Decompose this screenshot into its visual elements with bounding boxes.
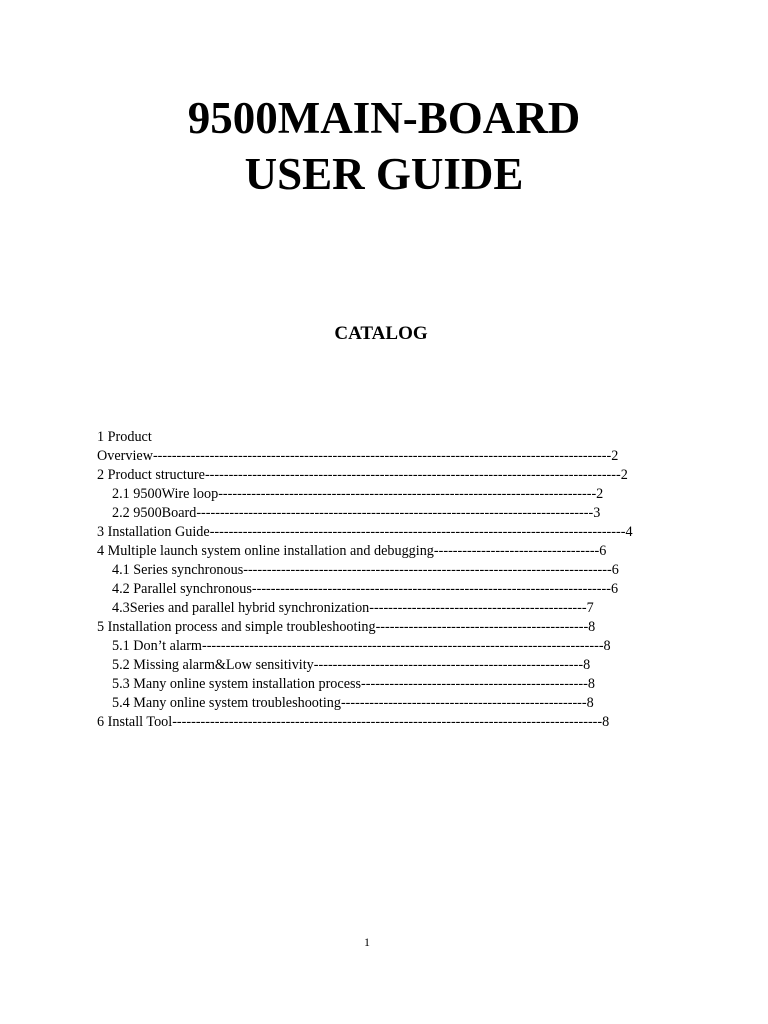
toc-entry[interactable]: 2.1 9500Wire loop--------------------------------------------------------------------------------2 (112, 486, 604, 502)
toc-entry[interactable]: 5.1 Don’t alarm-------------------------------------------------------------------------------------8 (112, 638, 611, 654)
toc-entry[interactable]: 4.1 Series synchronous------------------------------------------------------------------------------6 (112, 562, 619, 578)
toc-entry[interactable]: 6 Install Tool-------------------------------------------------------------------------------------------8 (97, 714, 610, 730)
toc-entry[interactable]: 2 Product structure----------------------------------------------------------------------------------------2 (97, 467, 628, 483)
toc-entry[interactable]: 2.2 9500Board------------------------------------------------------------------------------------3 (112, 505, 601, 521)
toc-entry[interactable]: 3 Installation Guide----------------------------------------------------------------------------------------4 (97, 524, 633, 540)
catalog-heading: CATALOG (334, 323, 428, 344)
toc-entry[interactable]: 5.2 Missing alarm&Low sensitivity---------------------------------------------------------8 (112, 657, 591, 673)
title-line-2: USER GUIDE (244, 149, 524, 199)
title-line-1: 9500MAIN-BOARD (187, 93, 581, 143)
toc-entry[interactable]: 5.3 Many online system installation process------------------------------------------------8 (112, 676, 595, 692)
table-of-contents (97, 428, 657, 732)
page-number: 1 (364, 935, 370, 949)
toc-entry[interactable]: Overview-------------------------------------------------------------------------------------------------2 (97, 448, 619, 464)
toc-entry[interactable]: 1 Product (97, 429, 152, 445)
toc-entry[interactable]: 5 Installation process and simple troubleshooting---------------------------------------------8 (97, 619, 596, 635)
toc-entry[interactable]: 4 Multiple launch system online installation and debugging-----------------------------------6 (97, 543, 607, 559)
toc-entry[interactable]: 4.2 Parallel synchronous----------------------------------------------------------------------------6 (112, 581, 619, 597)
toc-entry[interactable]: 5.4 Many online system troubleshooting----------------------------------------------------8 (112, 695, 594, 711)
toc-entry[interactable]: 4.3Series and parallel hybrid synchronization----------------------------------------------7 (112, 600, 594, 616)
